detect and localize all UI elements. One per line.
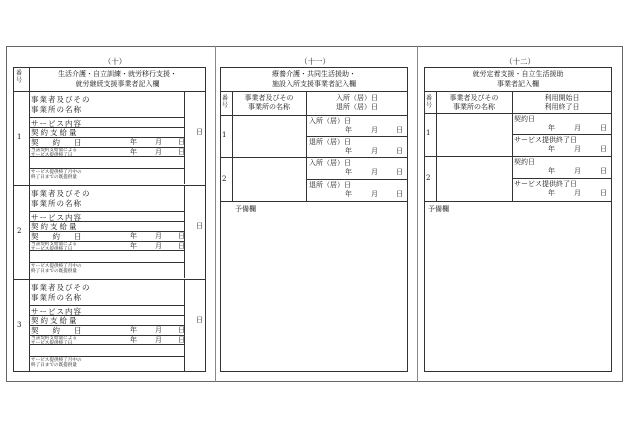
day-label: 日 (396, 126, 403, 134)
month-label: 月 (574, 124, 581, 132)
grid-line (424, 156, 612, 157)
header-out-date: 退所（居）日 (336, 103, 378, 111)
grid-line (29, 67, 30, 372)
section-caption: （十一） (300, 57, 330, 66)
grid-line (220, 115, 408, 116)
grid-line (29, 211, 184, 212)
month-label: 月 (371, 147, 378, 155)
day-label: 日 (178, 242, 185, 250)
month-label: 月 (371, 168, 378, 176)
in-date-label: 入所（居）日 (309, 117, 351, 125)
provider-label-line2: 事業所の名称 (31, 199, 82, 208)
service-label: サービス内容 (31, 213, 82, 222)
month-label: 月 (155, 138, 162, 146)
entry-label-line1: 当該契約支給量による (31, 336, 77, 341)
month-label: 月 (155, 336, 162, 344)
grid-line (512, 134, 612, 135)
header-provider-line2: 事業所の名称 (453, 103, 495, 111)
header-start-date: 利用開始日 (544, 94, 580, 102)
end-label-line2: 終了日までの既提供量 (31, 269, 77, 274)
day-label: 日 (600, 124, 607, 132)
month-label: 月 (574, 167, 581, 175)
grid-line (13, 91, 206, 92)
header-title-line1: 生活介護・自立訓練・就労移行支援・ (58, 70, 177, 78)
service-end-label: サービス提供終了日 (514, 180, 577, 188)
day-label: 日 (178, 326, 185, 334)
grid-line (13, 279, 206, 280)
day-label: 日 (396, 190, 403, 198)
entry-label-line2: サービス提供終了日 (31, 153, 73, 158)
month-label: 月 (155, 148, 162, 156)
header-no: 番号 (426, 95, 433, 109)
amount-label: 契約支給量 (31, 128, 79, 137)
year-label: 年 (130, 242, 137, 250)
row-number: 3 (17, 321, 22, 329)
month-label: 月 (574, 145, 581, 153)
service-end-label: サービス提供終了日 (514, 136, 577, 144)
year-label: 年 (548, 145, 555, 153)
grid-line (13, 185, 206, 186)
grid-line (29, 168, 184, 169)
header-title-line1: 就労定着支援・自立生活援助 (472, 70, 564, 78)
month-label: 月 (155, 326, 162, 334)
notes-label: 予備欄 (428, 205, 449, 213)
year-label: 年 (130, 232, 137, 240)
provider-label-line2: 事業所の名称 (31, 105, 82, 114)
header-in-date: 入所（居）日 (336, 94, 378, 102)
year-label: 年 (345, 126, 352, 134)
month-label: 月 (371, 190, 378, 198)
day-label: 日 (178, 336, 185, 344)
in-date-label: 入所（居）日 (309, 159, 351, 167)
entry-label-line2: サービス提供終了日 (31, 341, 73, 346)
grid-line (306, 179, 408, 180)
grid-line (220, 91, 408, 92)
entry-label-line1: 当該契約支給量による (31, 242, 77, 247)
header-provider-line1: 事業者及びその (449, 94, 499, 102)
section-caption: （十） (103, 57, 127, 66)
grid-line (29, 262, 184, 263)
year-label: 年 (345, 190, 352, 198)
header-title-line1: 療養介護・共同生活援助・ (272, 70, 356, 78)
header-provider-line1: 事業者及びその (244, 94, 294, 102)
row-number: 2 (222, 175, 227, 183)
end-label-line1: サービス提供終了月中の (31, 170, 82, 175)
grid-line (424, 91, 612, 92)
grid-line (220, 201, 408, 202)
contract-date-label: 契約日 (514, 158, 535, 166)
grid-line (424, 113, 612, 114)
day-label: 日 (396, 168, 403, 176)
day-label: 日 (178, 138, 185, 146)
day-label: 日 (178, 232, 185, 240)
row-number: 1 (222, 131, 227, 139)
day-label: 日 (396, 147, 403, 155)
contract-date-label: 契約日 (514, 115, 535, 123)
end-label-line1: サービス提供終了月中の (31, 264, 82, 269)
table-border (220, 67, 408, 372)
year-label: 年 (548, 167, 555, 175)
grid-line (29, 356, 184, 357)
year-label: 年 (130, 148, 137, 156)
end-label-line1: サービス提供終了月中の (31, 358, 82, 363)
year-label: 年 (130, 336, 137, 344)
year-label: 年 (130, 326, 137, 334)
entry-label-line1: 当該契約支給量による (31, 148, 77, 153)
provider-label-line2: 事業所の名称 (31, 293, 82, 302)
year-label: 年 (548, 124, 555, 132)
unit-day: 日 (196, 128, 203, 136)
grid-line (306, 136, 408, 137)
row-number: 2 (426, 174, 431, 182)
year-label: 年 (345, 147, 352, 155)
grid-line (220, 157, 408, 158)
month-label: 月 (155, 232, 162, 240)
header-no: 番号 (16, 70, 23, 84)
header-end-date: 利用終了日 (544, 103, 580, 111)
notes-label: 予備欄 (235, 205, 256, 213)
grid-line (29, 305, 184, 306)
page-divider (417, 46, 418, 382)
row-number: 1 (17, 133, 22, 141)
day-label: 日 (178, 148, 185, 156)
grid-line (424, 201, 612, 202)
grid-line (29, 117, 184, 118)
provider-label-line1: 事業者及びその (31, 283, 91, 292)
entry-label-line2: サービス提供終了日 (31, 247, 73, 252)
out-date-label: 退所（居）日 (309, 181, 351, 189)
unit-day: 日 (196, 222, 203, 230)
row-number: 1 (426, 129, 431, 137)
header-title-line2: 就労継続支援事業者記入欄 (75, 80, 160, 88)
day-label: 日 (600, 167, 607, 175)
provider-label-line1: 事業者及びその (31, 95, 91, 104)
page-divider (215, 46, 216, 382)
month-label: 月 (155, 242, 162, 250)
month-label: 月 (371, 126, 378, 134)
provider-label-line1: 事業者及びその (31, 189, 91, 198)
day-label: 日 (600, 145, 607, 153)
header-title-line2: 施設入所支援事業者記入欄 (272, 80, 356, 88)
end-label-line2: 終了日までの既提供量 (31, 363, 77, 368)
service-label: サービス内容 (31, 307, 82, 316)
year-label: 年 (345, 168, 352, 176)
year-label: 年 (130, 138, 137, 146)
grid-line (512, 178, 612, 179)
unit-day: 日 (196, 316, 203, 324)
service-label: サービス内容 (31, 119, 82, 128)
day-label: 日 (600, 189, 607, 197)
amount-label: 契約支給量 (31, 316, 79, 325)
section-caption: （十二） (505, 57, 535, 66)
month-label: 月 (574, 189, 581, 197)
contract-date-label: 契約日 (31, 326, 96, 335)
contract-date-label: 契約日 (31, 138, 96, 147)
year-label: 年 (548, 189, 555, 197)
contract-date-label: 契約日 (31, 232, 96, 241)
amount-label: 契約支給量 (31, 222, 79, 231)
header-provider-line2: 事業所の名称 (248, 103, 290, 111)
header-no: 番号 (222, 95, 229, 109)
row-number: 2 (17, 227, 22, 235)
end-label-line2: 終了日までの既提供量 (31, 175, 77, 180)
out-date-label: 退所（居）日 (309, 138, 351, 146)
header-title-line2: 事業者記入欄 (497, 80, 539, 88)
